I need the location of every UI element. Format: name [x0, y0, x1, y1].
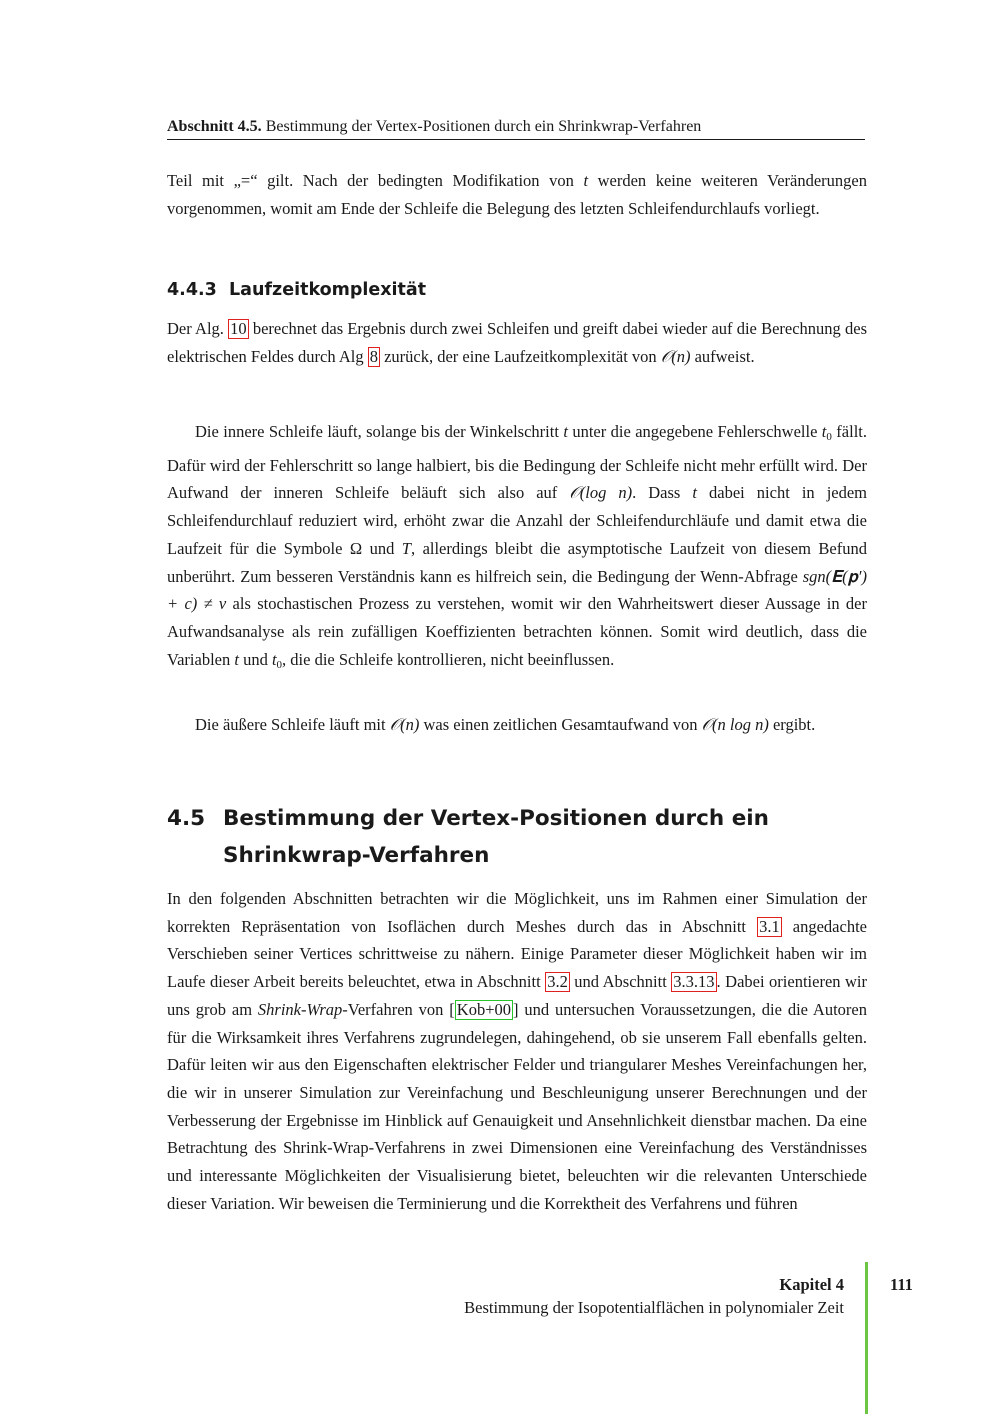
subsection-title: Laufzeitkomplexität [229, 280, 427, 300]
section-ref-link[interactable]: 3.1 [759, 916, 780, 936]
text: und Abschnitt [569, 972, 672, 992]
text: berechnet das Ergebnis durch zwei Schleifen und greift dabei wieder auf die Berechnung des elektrischen Feldes durch Alg [167, 319, 867, 366]
math-var: t [692, 483, 697, 503]
text: , die die Schleife kontrollieren, nicht beeinflussen. [282, 649, 615, 669]
math-var: t [271, 649, 277, 669]
text: Die äußere Schleife läuft mit [195, 715, 390, 734]
math-expression: 𝒪(log n) [569, 483, 633, 503]
math-expression: sgn(𝐄(𝐩′) + c) ≠ v [167, 566, 867, 614]
text: als stochastischen Prozess zu verstehen, womit wir den Wahrheitswert dieser Aussage in der Aufwandsanalyse als rein zufälligen Koeffizienten betrachten können. Somit wird deutlich, dass die Variablen [167, 594, 867, 669]
running-head-section-title: Bestimmung der Vertex-Positionen durch ein Shrinkwrap-Verfahren [265, 118, 702, 135]
text: und [362, 538, 402, 558]
text: werden keine weiteren Veränderungen vorgenommen, womit am Ende der Schleife die Belegung des letzten Schleifendurchlaufs vorliegt. [167, 171, 867, 218]
text: was einen zeitlichen Gesamtaufwand von [419, 715, 702, 734]
section-number: 4.5 [167, 806, 206, 831]
text: . Dass [632, 483, 693, 503]
text: -Verfahren von [342, 999, 450, 1019]
section-title: Bestimmung der Vertex-Positionen durch ein Shrinkwrap-Verfahren [223, 806, 769, 868]
math-subscript: 0 [826, 431, 832, 443]
section-ref-link[interactable]: 3.3.13 [673, 972, 715, 992]
text: angedachte Verschieben seiner Vertices schrittweise zu nähern. Einige Parameter dieser Möglichkeit haben wir im Laufe dieser Arbeit bereits beleuchtet, etwa in Abschnitt [167, 916, 867, 992]
text: Die innere Schleife läuft, solange bis der Winkelschritt [195, 422, 564, 441]
math-symbol: Ω [349, 538, 363, 558]
running-head-section-label: Abschnitt 4.5. [167, 118, 262, 135]
paragraph-4 [167, 711, 867, 739]
math-var: t [821, 422, 827, 441]
subsection-number: 4.4.3 [167, 280, 217, 300]
text: aufweist. [690, 346, 755, 366]
text: und untersuchen Voraussetzungen, die die Autoren für die Wirksamkeit ihres Verfahrens zugrundelegen, dahingehend, ob sie unserem Fall ebenfalls gelten. Dafür leiten wir aus den Eigenschaften elektrischer Felder und triangularer Meshes Vereinfachungen her, die wir in unserer Simulation zur Vereinfachung und Beschleunigung unserer Berechnungen und der Verbesserung der Ergebnisse im Hinblick auf Genauigkeit und Ansehnlichkeit dienstbar machen. Da eine Betrachtung des Shrink-Wrap-Verfahrens in zwei Dimensionen eine Vereinfachung des Verständnisses und interessante Möglichkeiten der Visualisierung bietet, beleuchten wir die relevanten Unterschiede dieser Variation. Wir beweisen die Terminierung und die Korrektheit des Verfahrens und führen [167, 999, 867, 1213]
math-var: t [563, 422, 568, 441]
text: zurück, der eine Laufzeitkomplexität von [379, 346, 661, 366]
math-expression: 𝒪(n log n) [701, 715, 769, 734]
emphasis: Shrink-Wrap [257, 999, 343, 1019]
text: . Dabei orientieren wir uns grob am [167, 972, 867, 1019]
footer-chapter-label: Kapitel 4 [779, 1275, 844, 1294]
text: Teil mit „=“ gilt. Nach der bedingten Modifikation von [167, 171, 584, 190]
section-heading [167, 800, 867, 874]
algorithm-ref-link[interactable]: 10 [230, 319, 247, 338]
text: In den folgenden Abschnitten betrachten wir die Möglichkeit, uns im Rahmen einer Simulation der korrekten Repräsentation von Isoflächen durch Meshes durch das in Abschnitt [167, 889, 867, 936]
math-symbol: T [401, 538, 411, 558]
running-head [167, 116, 865, 140]
math-expression: 𝒪(n) [660, 346, 691, 366]
math-var: t [234, 649, 239, 669]
section-ref-link[interactable]: 3.2 [547, 972, 568, 992]
text: und [238, 649, 272, 669]
footer-chapter [464, 1273, 844, 1296]
text: fällt. Dafür wird der Fehlerschritt so lange halbiert, bis die Bedingung der Schleife nicht mehr erfüllt wird. Der Aufwand der inneren Schleife beläuft sich also auf [167, 422, 867, 503]
margin-rule [865, 1262, 868, 1414]
algorithm-ref-link[interactable]: 8 [369, 346, 378, 366]
footer-chapter-title: Bestimmung der Isopotentialflächen in polynomialer Zeit [464, 1298, 844, 1317]
paragraph-5: In den folgenden Abschnitten betrachten wir die Möglichkeit, uns im Rahmen einer Simulation der korrekten Repräsentation von Isoflächen durch Meshes durch das in Abschnitt 3.1 angedachte Verschieben seiner Vertices schrittweise zu nähern. Einige Parameter dieser Möglichkeit haben wir im Laufe dieser Arbeit bereits beleuchtet, etwa in Abschnitt 3.2 und Abschnitt 3.3.13 . Dabei orientieren wir uns grob am Shrink-Wrap-Verfahren von [ Kob+00 ] und untersuchen Voraussetzungen, die die Autoren für die Wirksamkeit ihres Verfahrens zugrundelegen, dahingehend, ob sie unserem Fall ebenfalls gelten. Dafür leiten wir aus den Eigenschaften elektrischer Felder und triangularer Meshes Vereinfachungen her, die wir in unserer Simulation zur Vereinfachung und Beschleunigung unserer Berechnungen und der Verbesserung der Ergebnisse im Hinblick auf Genauigkeit und Ansehnlichkeit dienstbar machen. Da eine Betrachtung des Shrink-Wrap-Verfahrens in zwei Dimensionen eine Vereinfachung des Verständnisses und interessante Möglichkeiten der Visualisierung bietet, beleuchten wir die relevanten Unterschiede dieser Variation. Wir beweisen die Terminierung und die Korrektheit des Verfahrens und führen [167, 889, 867, 1213]
text: unter die angegebene Fehlerschwelle [567, 422, 822, 441]
subsection-heading [167, 278, 867, 302]
text: Der Alg. [167, 319, 229, 338]
paragraph-2 [167, 315, 867, 370]
paragraph-1 [167, 167, 867, 222]
footer [464, 1273, 844, 1319]
paragraph-3 [167, 418, 867, 679]
citation-link[interactable]: Kob+00 [456, 999, 512, 1019]
math-subscript: 0 [276, 658, 283, 671]
page-number: 111 [890, 1275, 913, 1294]
text: dabei nicht in jedem Schleifendurchlauf reduziert wird, erhöht zwar die Anzahl der Schleifendurchläufe und damit etwa die Laufzeit für die Symbole [167, 483, 868, 558]
math-var: t [583, 171, 589, 190]
text: ergibt. [768, 715, 816, 734]
text: , allerdings bleibt die asymptotische Laufzeit von diesem Befund unberührt. Zum besseren Verständnis kann es hilfreich sein, die Bedingung der Wenn-Abfrage [167, 538, 867, 586]
math-expression: 𝒪(n) [389, 715, 420, 734]
